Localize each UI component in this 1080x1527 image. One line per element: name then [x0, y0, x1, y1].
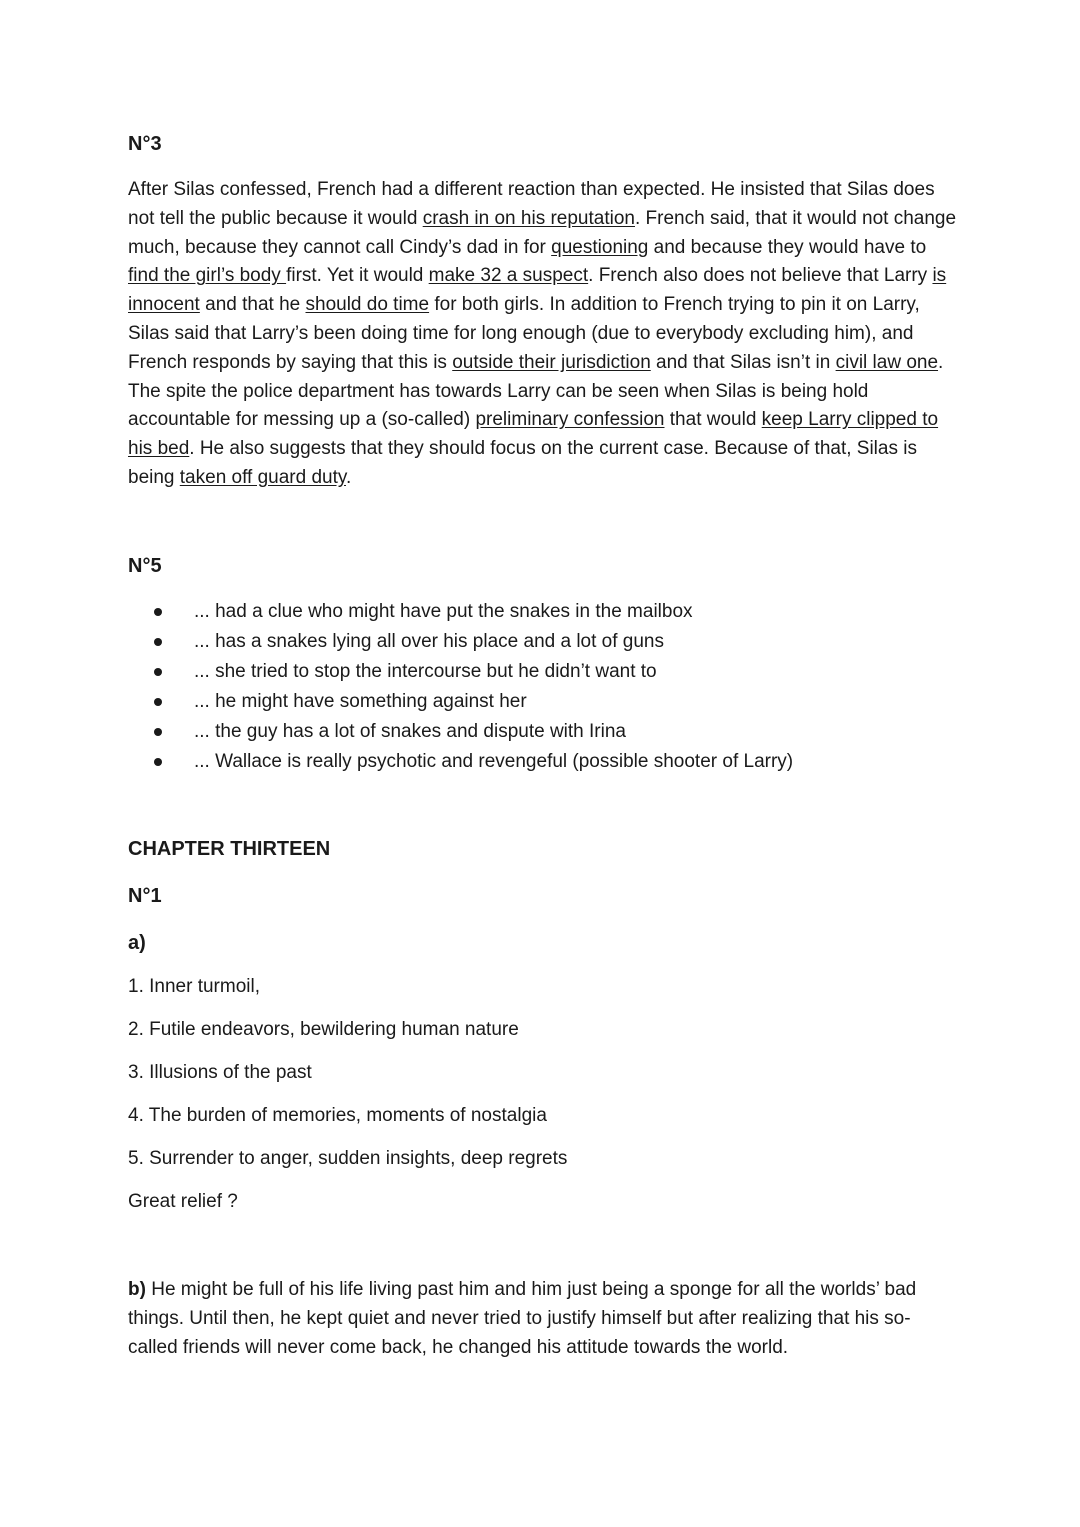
part-b-paragraph: [128, 1276, 958, 1362]
underlined-phrase: preliminary confession: [475, 409, 665, 431]
part-b-text: He might be full of his life living past him and him just being a sponge for all the worlds’ bad things. Until then, he kept quiet and never tried to justify himself but after realizing that his so-called friends will never come back, he changed his attitude towards the world.: [128, 1279, 917, 1358]
underlined-phrase: make 32 a suspect: [428, 265, 589, 287]
text-segment: and that he: [199, 294, 306, 316]
underlined-phrase: is innocent: [128, 265, 947, 316]
list-item: [128, 717, 958, 747]
list-item: [128, 627, 958, 657]
underlined-phrase: outside their jurisdiction: [452, 351, 651, 373]
list-item-text: ... the guy has a lot of snakes and dispute with Irina: [194, 721, 626, 742]
bullet-dot-icon: [154, 668, 162, 676]
answer-line-4: 4. The burden of memories, moments of nostalgia: [128, 1105, 547, 1126]
part-b-label: b): [128, 1279, 146, 1300]
list-item: [128, 747, 958, 777]
text-segment: . French said, that it would not change much, because they cannot call Cindy’s dad in for: [128, 207, 957, 258]
answer-line-2: 2. Futile endeavors, bewildering human nature: [128, 1019, 519, 1040]
bullet-dot-icon: [154, 608, 162, 616]
answer-line-5: 5. Surrender to anger, sudden insights, deep regrets: [128, 1148, 568, 1169]
n5-bullet-list: [128, 597, 958, 777]
part-a-label: a): [128, 932, 146, 954]
underlined-phrase: should do time: [305, 294, 430, 316]
list-item: [128, 657, 958, 687]
text-segment: .: [345, 466, 352, 488]
section-heading-n1: N°1: [128, 885, 162, 907]
section-heading-n5: N°5: [128, 555, 162, 577]
chapter-title: CHAPTER THIRTEEN: [128, 838, 331, 860]
n3-paragraph: [128, 176, 958, 493]
text-segment: After Silas confessed, French had a different reaction than expected. He insisted that Silas does not tell the public because it would: [128, 179, 935, 229]
text-segment: for both girls. In addition to French trying to pin it on Larry, Silas said that Larry’s been doing time for long enough (due to everybody excluding him), and French responds by saying that this is: [128, 294, 920, 373]
underlined-phrase: taken off guard duty: [179, 466, 346, 488]
underlined-phrase: questioning: [551, 236, 649, 258]
answer-line-1: 1. Inner turmoil,: [128, 976, 260, 997]
list-item-text: ... he might have something against her: [194, 691, 527, 712]
text-segment: . He also suggests that they should focus on the current case. Because of that, Silas is being: [128, 438, 917, 488]
text-segment: . French also does not believe that Larry: [588, 265, 933, 287]
list-item-text: ... has a snakes lying all over his place and a lot of guns: [194, 631, 664, 652]
answer-line-3: 3. Illusions of the past: [128, 1062, 312, 1083]
underlined-phrase: crash in on his reputation: [422, 207, 635, 229]
bullet-dot-icon: [154, 758, 162, 766]
list-item-text: ... Wallace is really psychotic and revengeful (possible shooter of Larry): [194, 751, 794, 772]
list-item: [128, 687, 958, 717]
underlined-phrase: keep Larry clipped to his bed: [128, 409, 939, 460]
list-item-text: ... had a clue who might have put the snakes in the mailbox: [194, 601, 693, 622]
underlined-phrase: find the girl’s body: [128, 265, 287, 287]
text-segment: that would: [664, 409, 762, 431]
list-item-text: ... she tried to stop the intercourse but he didn’t want to: [194, 661, 657, 682]
section-heading-n3: N°3: [128, 133, 162, 155]
bullet-dot-icon: [154, 638, 162, 646]
text-segment: . The spite the police department has towards Larry can be seen when Silas is being hold accountable for messing up a (so-called): [128, 351, 944, 431]
text-segment: first. Yet it would: [286, 265, 429, 287]
answer-line-6: Great relief ?: [128, 1191, 238, 1212]
list-item: [128, 597, 958, 627]
bullet-dot-icon: [154, 728, 162, 736]
bullet-dot-icon: [154, 698, 162, 706]
text-segment: and because they would have to: [648, 236, 927, 258]
text-segment: and that Silas isn’t in: [650, 351, 836, 373]
underlined-phrase: civil law one: [835, 351, 939, 373]
